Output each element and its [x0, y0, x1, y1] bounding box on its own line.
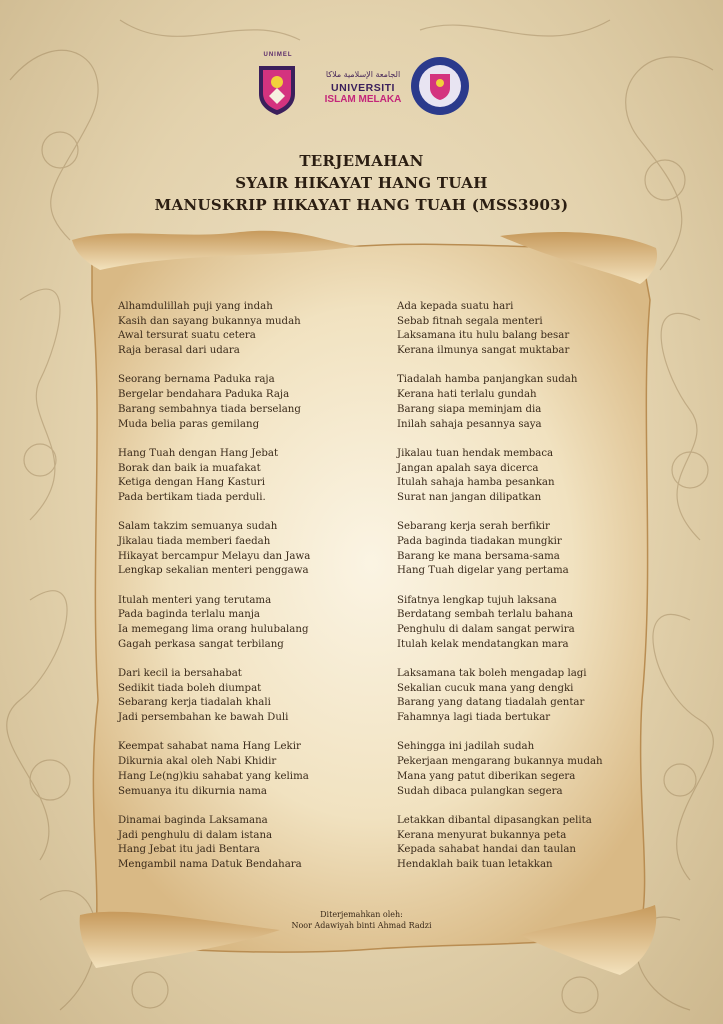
poem-line: Sebab fitnah segala menteri — [397, 315, 543, 327]
poem-line: Laksamana tak boleh mengadap lagi — [397, 668, 587, 680]
poem-line: Tiadalah hamba panjangkan sudah — [397, 374, 578, 386]
poem-line: Keempat sahabat nama Hang Lekir — [118, 741, 301, 753]
poem-line: Sehingga ini jadilah sudah — [397, 741, 535, 753]
poem-line: Semuanya itu dikurnia nama — [118, 785, 267, 797]
poem-line: Hang Tuah digelar yang pertama — [397, 565, 569, 577]
poem-stanza — [397, 520, 637, 579]
poem-line: Seorang bernama Paduka raja — [118, 374, 275, 386]
poem-line: Fahamnya lagi tiada bertukar — [397, 712, 551, 724]
poem-stanza — [397, 740, 637, 799]
poem-line: Sifatnya lengkap tujuh laksana — [397, 594, 557, 606]
poem-line: Mengambil nama Datuk Bendahara — [118, 858, 302, 870]
title-line-3: MANUSKRIP HIKAYAT HANG TUAH (MSS3903) — [154, 196, 569, 214]
poem-line: Barang siapa meminjam dia — [397, 403, 542, 415]
poem-line: Inilah sahaja pesannya saya — [397, 418, 542, 430]
poem-line: Sekalian cucuk mana yang dengki — [397, 682, 574, 694]
poem-stanza — [118, 667, 358, 726]
poem-line: Hang Jebat itu jadi Bentara — [118, 844, 260, 856]
poem-line: Bergelar bendahara Paduka Raja — [118, 389, 290, 401]
university-name-line1: UNIVERSITI — [331, 82, 395, 94]
poem-line: Pada bertikam tiada perduli. — [118, 491, 266, 503]
poem-line: Muda belia paras gemilang — [118, 418, 260, 430]
university-name-arabic: الجامعة الإسلامية ملاكا — [325, 70, 401, 79]
poem-line: Lengkap sekalian menteri penggawa — [118, 565, 309, 577]
poem-line: Kerana menyurat bukannya peta — [397, 829, 567, 841]
poem-stanza — [118, 447, 358, 506]
poem-stanza — [118, 814, 358, 873]
poem-line: Kasih dan sayang bukannya mudah — [118, 315, 301, 327]
poem-line: Itulah sahaja hamba pesankan — [397, 477, 555, 489]
poem-line: Kerana hati terlalu gundah — [397, 389, 537, 401]
poem-stanza — [397, 667, 637, 726]
unimel-label: UNIMEL — [263, 52, 293, 58]
poem-left-column — [118, 300, 358, 887]
poem-line: Ada kepada suatu hari — [397, 301, 514, 312]
poem-right-column — [397, 300, 637, 887]
poem-stanza — [397, 300, 637, 359]
poem-stanza — [397, 594, 637, 653]
poem-line: Awal tersurat suatu cetera — [118, 330, 256, 342]
poem-line: Laksamana itu hulu balang besar — [397, 330, 570, 342]
title-line-1: TERJEMAHAN — [299, 152, 424, 170]
credit-label: Diterjemahkan oleh: — [320, 910, 403, 919]
poem-line: Berdatang sembah terlalu bahana — [397, 609, 574, 621]
university-name-line2: ISLAM MELAKA — [324, 94, 402, 105]
poem-line: Hang Le(ng)kiu sahabat yang kelima — [118, 770, 309, 782]
poem-line: Itulah kelak mendatangkan mara — [397, 638, 569, 650]
poem-line: Kerana ilmunya sangat muktabar — [397, 345, 570, 357]
poem-line: Penghulu di dalam sangat perwira — [397, 624, 575, 636]
poem-stanza — [118, 740, 358, 799]
poem-line: Dinamai baginda Laksamana — [118, 814, 268, 826]
poem-line: Jadi penghulu di dalam istana — [118, 829, 273, 841]
translator-credit — [0, 909, 723, 931]
poem-line: Alhamdulillah puji yang indah — [118, 301, 273, 312]
translator-name: Noor Adawiyah binti Ahmad Radzi — [291, 921, 432, 930]
poem-stanza — [118, 300, 358, 359]
poem-stanza — [118, 373, 358, 432]
poem-line: Barang yang datang tiadalah gentar — [397, 697, 585, 709]
poem-line: Jadi persembahan ke bawah Duli — [118, 712, 289, 724]
poem-line: Hang Tuah dengan Hang Jebat — [118, 447, 279, 459]
poem-line: Sebarang kerja tiadalah khali — [118, 697, 271, 709]
poem-line: Pekerjaan mengarang bukannya mudah — [397, 756, 603, 768]
poem-line: Ketiga dengan Hang Kasturi — [118, 477, 266, 489]
poem-line: Kepada sahabat handai dan taulan — [397, 844, 576, 856]
poem-line: Jangan apalah saya dicerca — [397, 462, 539, 474]
poem-line: Barang sembahnya tiada berselang — [118, 403, 301, 415]
poem-line: Jikalau tiada memberi faedah — [118, 535, 271, 547]
poem-line: Pada baginda terlalu manja — [118, 609, 260, 621]
poem-stanza — [118, 520, 358, 579]
poem-stanza — [397, 447, 637, 506]
poem-line: Pada baginda tiadakan mungkir — [397, 535, 562, 547]
poem-line: Barang ke mana bersama-sama — [397, 550, 560, 562]
poem-line: Surat nan jangan dilipatkan — [397, 491, 542, 503]
poem-stanza — [397, 814, 637, 873]
poem-line: Ia memegang lima orang hulubalang — [118, 624, 309, 636]
title-line-2: SYAIR HIKAYAT HANG TUAH — [235, 174, 488, 192]
poem-line: Hendaklah baik tuan letakkan — [397, 858, 553, 870]
poem-line: Raja berasal dari udara — [118, 345, 240, 357]
poem-line: Hikayat bercampur Melayu dan Jawa — [118, 550, 311, 562]
poem-line: Salam takzim semuanya sudah — [118, 521, 278, 533]
poem-stanza — [397, 373, 637, 432]
poem-line: Letakkan dibantal dipasangkan pelita — [397, 814, 592, 826]
poem-line: Dikurnia akal oleh Nabi Khidir — [118, 756, 277, 768]
poem-stanza — [118, 594, 358, 653]
poem-line: Jikalau tuan hendak membaca — [397, 447, 554, 459]
poem-line: Sudah dibaca pulangkan segera — [397, 785, 563, 797]
poem-line: Mana yang patut diberikan segera — [397, 770, 576, 782]
poem-line: Sedikit tiada boleh diumpat — [118, 682, 262, 694]
poem-line: Sebarang kerja serah berfikir — [397, 521, 550, 533]
poem-line: Dari kecil ia bersahabat — [118, 668, 242, 680]
poem-line: Borak dan baik ia muafakat — [118, 462, 261, 474]
poem-line: Itulah menteri yang terutama — [118, 594, 272, 606]
poem-line: Gagah perkasa sangat terbilang — [118, 638, 284, 650]
